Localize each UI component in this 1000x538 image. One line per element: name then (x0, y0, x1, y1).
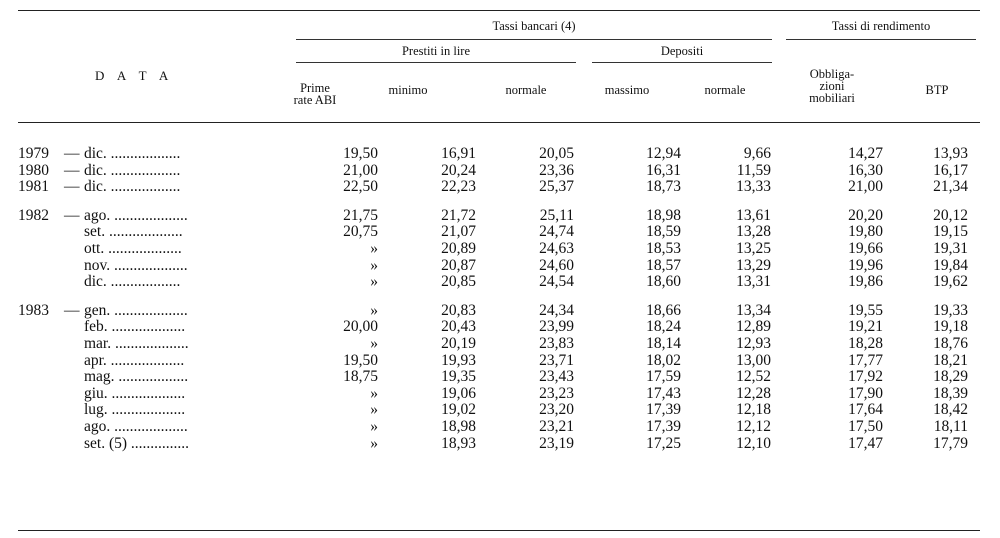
row-month: mag. .................. (84, 369, 189, 386)
cell-btp: 18,21 (933, 351, 968, 369)
row-year (18, 436, 64, 453)
cell-btp: 17,79 (933, 434, 968, 452)
table-row (18, 274, 968, 291)
row-year: 1983 (18, 301, 49, 319)
row-month: dic. .................. (84, 179, 181, 196)
table-row (18, 402, 968, 419)
cell-normale-prestiti: 25,37 (539, 178, 574, 196)
cell-normale-depositi: 13,33 (736, 178, 771, 196)
cell-minimo: 18,93 (441, 434, 476, 452)
cell-normale-prestiti: 23,19 (539, 434, 574, 452)
cell-btp: 19,18 (933, 318, 968, 336)
row-gap (18, 291, 968, 303)
cell-minimo: 21,07 (441, 223, 476, 241)
cell-normale-depositi: 13,61 (736, 206, 771, 224)
cell-normale-prestiti: 25,11 (539, 206, 574, 224)
cell-btp: 13,93 (933, 145, 968, 162)
header-tassi-bancari: Tassi bancari (4) (492, 19, 576, 33)
cell-massimo: 18,53 (646, 239, 681, 257)
cell-minimo: 19,35 (441, 368, 476, 386)
cell-normale-prestiti: 24,34 (539, 301, 574, 319)
table-row (18, 336, 968, 353)
cell-minimo: 19,02 (441, 401, 476, 419)
cell-minimo: 19,93 (441, 351, 476, 369)
prestiti-rule (296, 62, 576, 63)
cell-btp: 18,29 (933, 368, 968, 386)
cell-prime-rate: 20,75 (343, 223, 378, 241)
cell-obbligazioni: 19,96 (848, 256, 883, 274)
cell-obbligazioni: 19,21 (848, 318, 883, 336)
cell-normale-prestiti: 20,05 (539, 145, 574, 162)
row-year (18, 241, 64, 258)
cell-normale-depositi: 13,25 (736, 239, 771, 257)
cell-massimo: 18,73 (646, 178, 681, 196)
cell-obbligazioni: 17,64 (848, 401, 883, 419)
table-row (18, 436, 968, 453)
cell-obbligazioni: 19,55 (848, 301, 883, 319)
cell-prime-rate: » (370, 417, 378, 435)
row-dash: — (64, 178, 80, 196)
cell-normale-depositi: 12,52 (736, 368, 771, 386)
cell-massimo: 16,31 (646, 161, 681, 179)
header-tassi-rendimento: Tassi di rendimento (831, 19, 931, 33)
cell-prime-rate: 21,75 (343, 206, 378, 224)
row-month: dic. .................. (84, 146, 181, 162)
cell-obbligazioni: 17,50 (848, 417, 883, 435)
cell-normale-depositi: 12,89 (736, 318, 771, 336)
row-dash (64, 353, 84, 370)
cell-normale-prestiti: 24,54 (539, 273, 574, 291)
cell-minimo: 22,23 (441, 178, 476, 196)
cell-normale-prestiti: 24,63 (539, 239, 574, 257)
row-month: gen. ................... (84, 302, 188, 319)
cell-obbligazioni: 19,86 (848, 273, 883, 291)
cell-massimo: 18,66 (646, 301, 681, 319)
row-year (18, 224, 64, 241)
cell-prime-rate: » (370, 384, 378, 402)
cell-btp: 19,84 (933, 256, 968, 274)
cell-btp: 19,31 (933, 239, 968, 257)
cell-minimo: 20,85 (441, 273, 476, 291)
cell-btp: 16,17 (933, 161, 968, 179)
tassi-rendimento-rule (786, 39, 976, 40)
cell-prime-rate: » (370, 301, 378, 319)
cell-normale-depositi: 12,93 (736, 334, 771, 352)
table-bottom-rule (18, 530, 980, 531)
col-minimo: minimo (388, 83, 428, 97)
cell-btp: 18,11 (933, 417, 968, 435)
cell-btp: 20,12 (933, 206, 968, 224)
cell-obbligazioni: 17,90 (848, 384, 883, 402)
table-row (18, 353, 968, 370)
row-month: mar. ................... (84, 335, 189, 352)
cell-normale-depositi: 13,34 (736, 301, 771, 319)
row-dash (64, 258, 84, 275)
tassi-bancari-rule (296, 39, 772, 40)
table-row (18, 146, 968, 163)
row-month: ago. ................... (84, 207, 188, 224)
col-prime-rate: Prime rate ABI (293, 81, 337, 107)
cell-normale-prestiti: 23,20 (539, 401, 574, 419)
row-year (18, 419, 64, 436)
row-year (18, 319, 64, 336)
cell-normale-prestiti: 23,43 (539, 368, 574, 386)
row-year (18, 369, 64, 386)
cell-normale-depositi: 13,31 (736, 273, 771, 291)
row-dash: — (64, 161, 80, 179)
cell-btp: 19,62 (933, 273, 968, 291)
cell-prime-rate: 22,50 (343, 178, 378, 196)
cell-btp: 19,33 (933, 301, 968, 319)
cell-obbligazioni: 17,92 (848, 368, 883, 386)
row-year: 1981 (18, 178, 49, 196)
cell-prime-rate: 19,50 (343, 351, 378, 369)
row-year (18, 402, 64, 419)
cell-massimo: 17,43 (646, 384, 681, 402)
cell-normale-depositi: 13,28 (736, 223, 771, 241)
table-row (18, 208, 968, 225)
cell-massimo: 18,02 (646, 351, 681, 369)
row-dash (64, 241, 84, 258)
header-bottom-rule (18, 122, 980, 123)
cell-prime-rate: 21,00 (343, 161, 378, 179)
cell-prime-rate: » (370, 434, 378, 452)
cell-normale-prestiti: 23,21 (539, 417, 574, 435)
row-month: feb. ................... (84, 319, 186, 336)
table-row (18, 179, 968, 196)
row-gap (18, 196, 968, 208)
row-dash (64, 319, 84, 336)
table-row (18, 241, 968, 258)
cell-minimo: 19,06 (441, 384, 476, 402)
header-prestiti: Prestiti in lire (401, 44, 471, 58)
row-year (18, 274, 64, 291)
cell-massimo: 17,39 (646, 417, 681, 435)
cell-obbligazioni: 20,20 (848, 206, 883, 224)
cell-prime-rate: » (370, 334, 378, 352)
cell-prime-rate: » (370, 401, 378, 419)
cell-minimo: 20,83 (441, 301, 476, 319)
cell-normale-depositi: 12,12 (736, 417, 771, 435)
cell-normale-prestiti: 24,60 (539, 256, 574, 274)
cell-minimo: 20,19 (441, 334, 476, 352)
table-row (18, 386, 968, 403)
col-massimo: massimo (604, 83, 650, 97)
row-month: lug. ................... (84, 402, 186, 419)
cell-btp: 19,15 (933, 223, 968, 241)
cell-normale-depositi: 12,10 (736, 434, 771, 452)
row-month: set. (5) ............... (84, 435, 190, 452)
cell-normale-depositi: 12,18 (736, 401, 771, 419)
cell-normale-prestiti: 23,23 (539, 384, 574, 402)
row-dash (64, 336, 84, 353)
header-data-label: D A T A (95, 68, 174, 83)
row-dash (64, 274, 84, 291)
cell-normale-prestiti: 23,83 (539, 334, 574, 352)
cell-normale-depositi: 11,59 (736, 161, 771, 179)
table-row (18, 258, 968, 275)
cell-normale-depositi: 9,66 (743, 145, 771, 162)
cell-obbligazioni: 17,47 (848, 434, 883, 452)
row-year (18, 353, 64, 370)
row-dash: — (64, 301, 80, 319)
cell-btp: 18,42 (933, 401, 968, 419)
row-year: 1982 (18, 206, 49, 224)
row-year (18, 336, 64, 353)
row-dash (64, 369, 84, 386)
cell-normale-depositi: 13,29 (736, 256, 771, 274)
row-month: giu. ................... (84, 385, 186, 402)
cell-btp: 21,34 (933, 178, 968, 196)
row-month: dic. .................. (84, 274, 181, 291)
table-row (18, 319, 968, 336)
cell-massimo: 18,57 (646, 256, 681, 274)
cell-prime-rate: 19,50 (343, 145, 378, 162)
row-year: 1980 (18, 161, 49, 179)
cell-massimo: 12,94 (646, 145, 681, 162)
cell-obbligazioni: 16,30 (848, 161, 883, 179)
depositi-rule (592, 62, 772, 63)
cell-normale-prestiti: 23,71 (539, 351, 574, 369)
cell-obbligazioni: 19,80 (848, 223, 883, 241)
cell-minimo: 20,87 (441, 256, 476, 274)
cell-prime-rate: 18,75 (343, 368, 378, 386)
col-normale-prestiti: normale (505, 83, 547, 97)
cell-obbligazioni: 17,77 (848, 351, 883, 369)
row-year (18, 386, 64, 403)
rates-table-body (18, 146, 968, 452)
table-top-rule (18, 10, 980, 11)
cell-minimo: 16,91 (441, 145, 476, 162)
row-year: 1979 (18, 145, 49, 162)
col-obbligazioni: Obbliga- zioni mobiliari (809, 67, 855, 105)
cell-normale-depositi: 13,00 (736, 351, 771, 369)
header-depositi: Depositi (660, 44, 704, 58)
cell-minimo: 20,24 (441, 161, 476, 179)
row-month: dic. .................. (84, 162, 181, 179)
cell-btp: 18,76 (933, 334, 968, 352)
cell-massimo: 18,98 (646, 206, 681, 224)
cell-minimo: 20,89 (441, 239, 476, 257)
cell-prime-rate: » (370, 256, 378, 274)
row-month: ago. ................... (84, 418, 188, 435)
cell-prime-rate: » (370, 239, 378, 257)
cell-prime-rate: 20,00 (343, 318, 378, 336)
cell-massimo: 17,59 (646, 368, 681, 386)
row-dash: — (64, 145, 80, 162)
cell-massimo: 17,25 (646, 434, 681, 452)
row-dash (64, 386, 84, 403)
cell-prime-rate: » (370, 273, 378, 291)
row-dash (64, 402, 84, 419)
row-dash: — (64, 206, 80, 224)
cell-massimo: 18,14 (646, 334, 681, 352)
cell-minimo: 20,43 (441, 318, 476, 336)
cell-massimo: 18,24 (646, 318, 681, 336)
cell-obbligazioni: 21,00 (848, 178, 883, 196)
row-month: nov. ................... (84, 257, 188, 274)
cell-massimo: 17,39 (646, 401, 681, 419)
table-row (18, 224, 968, 241)
cell-obbligazioni: 18,28 (848, 334, 883, 352)
cell-normale-prestiti: 24,74 (539, 223, 574, 241)
table-row (18, 303, 968, 320)
cell-obbligazioni: 14,27 (848, 145, 883, 162)
row-dash (64, 419, 84, 436)
row-month: apr. ................... (84, 352, 185, 369)
row-month: set. ................... (84, 224, 183, 241)
row-year (18, 258, 64, 275)
cell-obbligazioni: 19,66 (848, 239, 883, 257)
cell-btp: 18,39 (933, 384, 968, 402)
row-dash (64, 436, 84, 453)
cell-normale-prestiti: 23,36 (539, 161, 574, 179)
table-row (18, 369, 968, 386)
row-month: ott. ................... (84, 240, 182, 257)
cell-normale-depositi: 12,28 (736, 384, 771, 402)
cell-minimo: 21,72 (441, 206, 476, 224)
col-btp: BTP (925, 83, 949, 97)
row-dash (64, 224, 84, 241)
cell-massimo: 18,59 (646, 223, 681, 241)
col-normale-depositi: normale (704, 83, 746, 97)
cell-massimo: 18,60 (646, 273, 681, 291)
cell-minimo: 18,98 (441, 417, 476, 435)
table-row (18, 163, 968, 180)
rates-table (18, 146, 968, 452)
cell-normale-prestiti: 23,99 (539, 318, 574, 336)
table-row (18, 419, 968, 436)
